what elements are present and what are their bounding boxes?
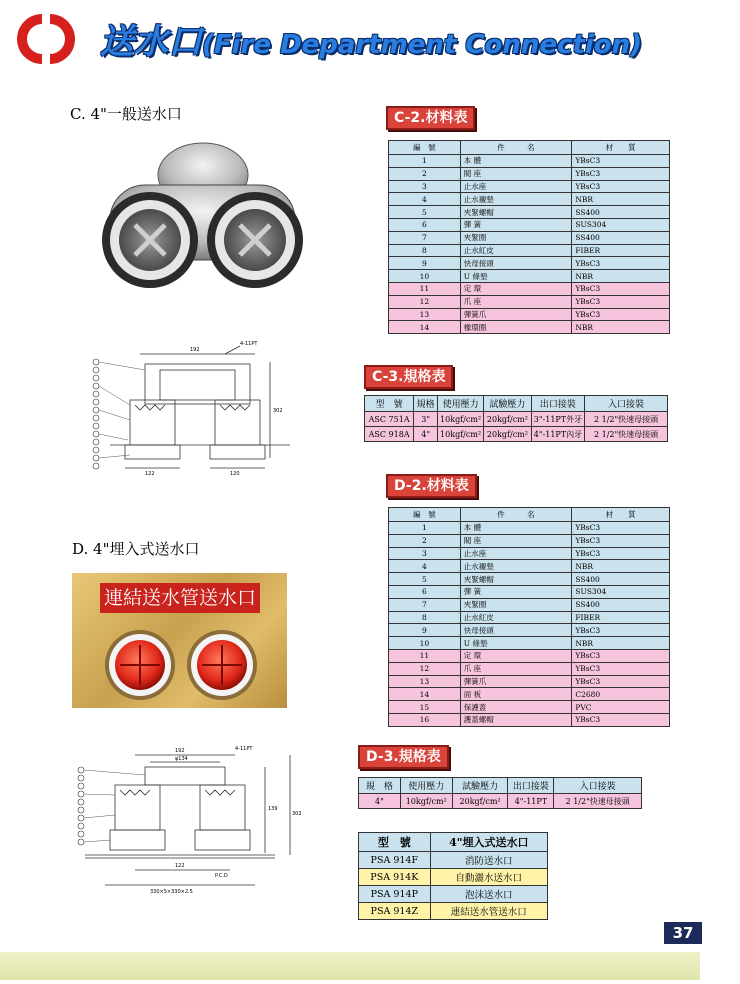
material-name: 本 體: [460, 522, 572, 535]
material-no: 13: [389, 308, 461, 321]
title-en: (Fire Department Connection): [202, 30, 643, 60]
model-desc: 消防送水口: [430, 852, 547, 869]
material-name: 保護蓋: [460, 701, 572, 714]
material-name: 閥 座: [460, 534, 572, 547]
material-mat: SUS304: [572, 218, 670, 231]
material-mat: NBR: [572, 193, 670, 206]
material-no: 9: [389, 257, 461, 270]
dim-bottom1: 122: [175, 863, 185, 869]
table-row: [389, 637, 670, 650]
material-no: 8: [389, 611, 461, 624]
table-row: [389, 573, 670, 586]
table-row: [389, 560, 670, 573]
material-name: 夾緊圈: [460, 598, 572, 611]
col-header: 材 質: [572, 141, 670, 155]
inlet-caps: [72, 573, 287, 708]
table-row: [389, 649, 670, 662]
spec-cell: 4"-11PT: [508, 794, 554, 809]
spec-cell: 20kgf/cm²: [452, 794, 508, 809]
col-header: 出口接裝: [508, 778, 554, 794]
material-name: 橡環圈: [460, 321, 572, 334]
col-header: 試驗壓力: [484, 396, 532, 412]
material-mat: SS400: [572, 573, 670, 586]
material-name: 本 體: [460, 155, 572, 168]
material-name: 止水座: [460, 180, 572, 193]
material-mat: YBsC3: [572, 522, 670, 535]
material-mat: YBsC3: [572, 547, 670, 560]
material-mat: FIBER: [572, 244, 670, 257]
dim-width: 192: [190, 347, 200, 353]
material-no: 2: [389, 167, 461, 180]
table-row: [389, 662, 670, 675]
technical-drawing-standard: [90, 340, 310, 480]
spec-cell: 20kgf/cm²: [484, 412, 532, 427]
material-name: 面 板: [460, 688, 572, 701]
dim-height: 302: [273, 408, 283, 414]
d2-materials-tag: D-2.材料表: [386, 474, 477, 498]
table-row: [389, 713, 670, 726]
material-mat: YBsC3: [572, 662, 670, 675]
model-table: [358, 832, 548, 920]
spec-cell: 2 1/2"快速母接頭: [585, 427, 668, 442]
material-no: 11: [389, 649, 461, 662]
dim-side: 139: [268, 806, 278, 812]
dim-pcd: P.C.D: [215, 873, 228, 879]
material-no: 4: [389, 193, 461, 206]
material-name: 護蓋螺帽: [460, 713, 572, 726]
table-row: [389, 155, 670, 168]
dim-thread: 4-11PT: [235, 746, 253, 752]
material-mat: SS400: [572, 598, 670, 611]
spec-cell: 10kgf/cm²: [438, 412, 484, 427]
col-header: 使用壓力: [438, 396, 484, 412]
c2-materials-table: [388, 140, 670, 334]
dim-plate: 330×5×330×2.5: [150, 889, 193, 895]
material-no: 5: [389, 573, 461, 586]
material-mat: YBsC3: [572, 649, 670, 662]
col-header: 編 號: [389, 508, 461, 522]
spec-cell: 4": [359, 794, 401, 809]
table-row: [389, 206, 670, 219]
table-row: [359, 886, 548, 903]
d3-spec-table: [358, 777, 642, 809]
material-mat: SS400: [572, 231, 670, 244]
material-no: 13: [389, 675, 461, 688]
table-row: [365, 412, 668, 427]
col-header: 出口接裝: [531, 396, 584, 412]
table-row: [389, 257, 670, 270]
material-no: 11: [389, 282, 461, 295]
material-mat: YBsC3: [572, 534, 670, 547]
material-mat: NBR: [572, 321, 670, 334]
material-name: 夾緊圈: [460, 231, 572, 244]
model-desc: 泡沫送水口: [430, 886, 547, 903]
model-code: PSA 914F: [359, 852, 431, 869]
material-name: 定 環: [460, 649, 572, 662]
table-row: [365, 427, 668, 442]
material-name: 閥 座: [460, 167, 572, 180]
col-header: 使用壓力: [400, 778, 452, 794]
material-name: 止水紅皮: [460, 611, 572, 624]
material-no: 4: [389, 560, 461, 573]
material-name: 快母接頭: [460, 624, 572, 637]
material-name: 快母接頭: [460, 257, 572, 270]
material-no: 16: [389, 713, 461, 726]
material-name: 夾緊螺帽: [460, 573, 572, 586]
title-zh: 送水口: [100, 22, 202, 62]
material-no: 15: [389, 701, 461, 714]
spec-cell: 10kgf/cm²: [438, 427, 484, 442]
model-code: PSA 914Z: [359, 903, 431, 920]
table-row: [389, 522, 670, 535]
model-desc: 自動灑水送水口: [430, 869, 547, 886]
material-mat: NBR: [572, 637, 670, 650]
spec-cell: 3"-11PT外牙: [531, 412, 584, 427]
table-row: [389, 180, 670, 193]
table-row: [389, 611, 670, 624]
table-row: [389, 534, 670, 547]
material-no: 2: [389, 534, 461, 547]
company-logo: [6, 8, 86, 70]
spec-cell: ASC 918A: [365, 427, 414, 442]
material-no: 6: [389, 585, 461, 598]
col-header: 試驗壓力: [452, 778, 508, 794]
table-row: [389, 321, 670, 334]
spec-cell: ASC 751A: [365, 412, 414, 427]
material-name: 爪 座: [460, 295, 572, 308]
spec-cell: 4": [414, 427, 438, 442]
page-title: [100, 14, 642, 63]
table-row: [359, 794, 642, 809]
material-name: 彈簧爪: [460, 308, 572, 321]
spec-cell: 2 1/2"快速母接頭: [554, 794, 642, 809]
connection-plate-label: 連結送水管送水口: [100, 583, 260, 613]
col-header: 件 名: [460, 141, 572, 155]
material-mat: YBsC3: [572, 180, 670, 193]
dim-width: 192: [175, 748, 185, 754]
dim-bottom2: 120: [230, 471, 240, 477]
table-row: [359, 869, 548, 886]
col-header: 型 號: [365, 396, 414, 412]
table-row: [389, 244, 670, 257]
material-no: 14: [389, 688, 461, 701]
material-mat: YBsC3: [572, 167, 670, 180]
material-no: 10: [389, 637, 461, 650]
table-row: [359, 903, 548, 920]
table-row: [389, 547, 670, 560]
table-row: [389, 270, 670, 283]
col-header: 材 質: [572, 508, 670, 522]
material-no: 12: [389, 662, 461, 675]
col-header: 型 號: [359, 833, 431, 852]
material-no: 9: [389, 624, 461, 637]
material-no: 7: [389, 231, 461, 244]
material-no: 5: [389, 206, 461, 219]
material-no: 3: [389, 180, 461, 193]
material-mat: FIBER: [572, 611, 670, 624]
table-row: [389, 295, 670, 308]
spec-cell: 4"-11PT內牙: [531, 427, 584, 442]
material-mat: C2680: [572, 688, 670, 701]
page-number: 37: [664, 922, 702, 944]
material-mat: YBsC3: [572, 257, 670, 270]
col-header: 入口接裝: [585, 396, 668, 412]
material-mat: YBsC3: [572, 295, 670, 308]
col-header: 規格: [414, 396, 438, 412]
c3-spec-table: [364, 395, 668, 442]
material-no: 8: [389, 244, 461, 257]
material-no: 3: [389, 547, 461, 560]
table-row: [389, 308, 670, 321]
table-row: [389, 282, 670, 295]
dim-thread: 4-11PT: [240, 341, 258, 347]
section-c-heading: C. 4"一般送水口: [70, 105, 182, 123]
material-no: 1: [389, 522, 461, 535]
product-photo-standard-connection: [95, 130, 310, 325]
material-name: 彈 簧: [460, 585, 572, 598]
material-mat: YBsC3: [572, 713, 670, 726]
section-d-heading: D. 4"埋入式送水口: [72, 540, 200, 558]
material-no: 6: [389, 218, 461, 231]
material-name: 彈 簧: [460, 218, 572, 231]
material-no: 7: [389, 598, 461, 611]
table-row: [389, 231, 670, 244]
material-name: 定 環: [460, 282, 572, 295]
material-name: 夾緊螺帽: [460, 206, 572, 219]
col-header: 4"埋入式送水口: [430, 833, 547, 852]
material-name: U 條墊: [460, 270, 572, 283]
table-row: [389, 218, 670, 231]
product-photo-flush-connection: [72, 573, 287, 708]
table-row: [389, 193, 670, 206]
model-code: PSA 914K: [359, 869, 431, 886]
d3-spec-tag: D-3.規格表: [358, 745, 449, 769]
material-no: 12: [389, 295, 461, 308]
col-header: 件 名: [460, 508, 572, 522]
dim-height: 302: [292, 811, 302, 817]
material-mat: NBR: [572, 560, 670, 573]
technical-drawing-flush: [75, 745, 305, 895]
material-no: 1: [389, 155, 461, 168]
dim-bottom1: 122: [145, 471, 155, 477]
spec-cell: 3": [414, 412, 438, 427]
material-mat: YBsC3: [572, 624, 670, 637]
bottom-stripe: [0, 952, 700, 980]
c2-materials-tag: C-2.材料表: [386, 106, 475, 130]
table-row: [389, 675, 670, 688]
table-row: [359, 852, 548, 869]
d2-materials-table: [388, 507, 670, 727]
material-mat: YBsC3: [572, 282, 670, 295]
material-mat: NBR: [572, 270, 670, 283]
material-mat: SS400: [572, 206, 670, 219]
material-name: 止水紅皮: [460, 244, 572, 257]
dim-inner: φ134: [175, 756, 188, 762]
material-mat: YBsC3: [572, 308, 670, 321]
col-header: 規 格: [359, 778, 401, 794]
material-name: 止水座: [460, 547, 572, 560]
table-row: [389, 598, 670, 611]
material-mat: YBsC3: [572, 675, 670, 688]
material-mat: YBsC3: [572, 155, 670, 168]
table-row: [389, 624, 670, 637]
spec-cell: 2 1/2"快速母接頭: [585, 412, 668, 427]
col-header: 入口接裝: [554, 778, 642, 794]
spec-cell: 10kgf/cm²: [400, 794, 452, 809]
material-no: 10: [389, 270, 461, 283]
material-name: 止水襯墊: [460, 560, 572, 573]
table-row: [389, 585, 670, 598]
model-code: PSA 914P: [359, 886, 431, 903]
material-name: U 條墊: [460, 637, 572, 650]
material-name: 爪 座: [460, 662, 572, 675]
material-name: 彈簧爪: [460, 675, 572, 688]
table-row: [389, 701, 670, 714]
col-header: 編 號: [389, 141, 461, 155]
material-no: 14: [389, 321, 461, 334]
c3-spec-tag: C-3.規格表: [364, 365, 453, 389]
table-row: [389, 167, 670, 180]
spec-cell: 20kgf/cm²: [484, 427, 532, 442]
material-mat: SUS304: [572, 585, 670, 598]
table-row: [389, 688, 670, 701]
material-mat: PVC: [572, 701, 670, 714]
model-desc: 連結送水管送水口: [430, 903, 547, 920]
material-name: 止水襯墊: [460, 193, 572, 206]
